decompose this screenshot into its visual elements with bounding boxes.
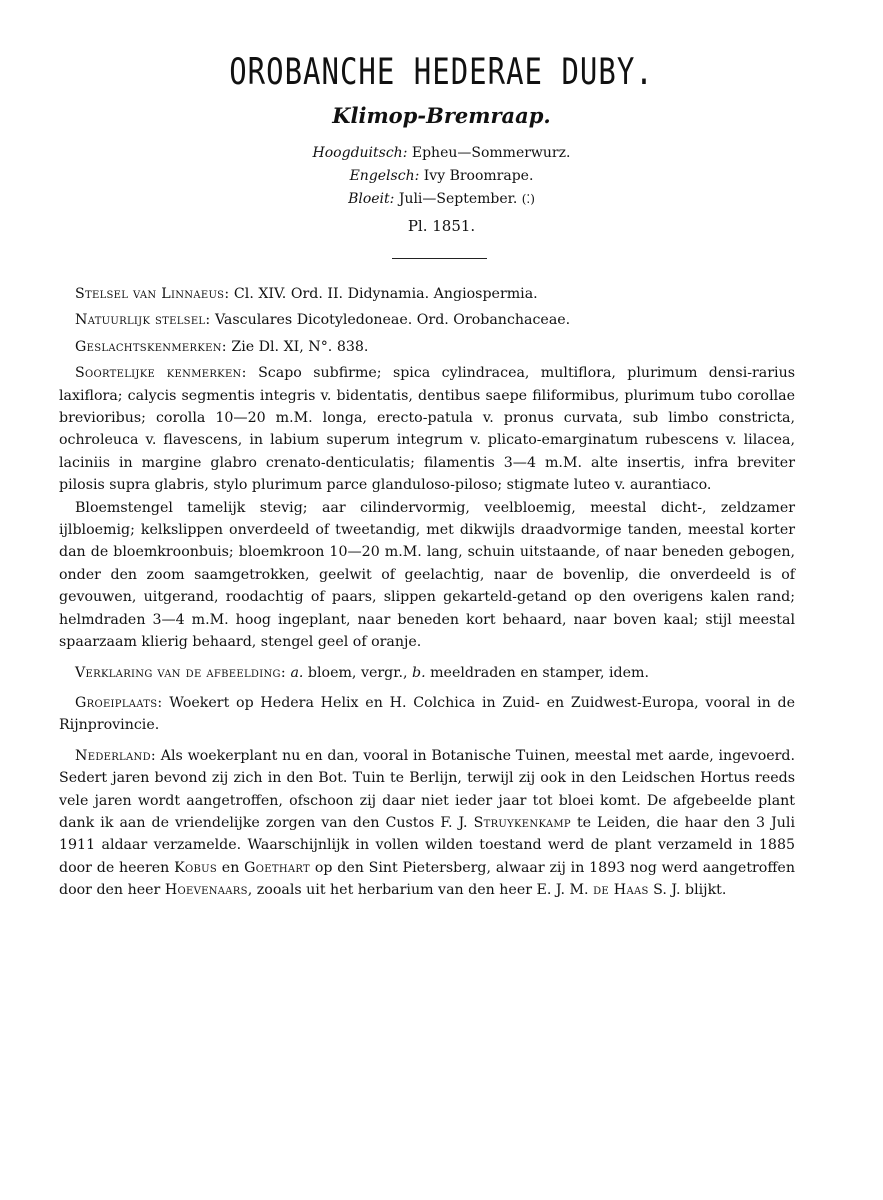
genus-label: Geslachtskenmerken: [75, 338, 227, 355]
person-struykenkamp: Struykenkamp [473, 814, 571, 831]
name-english-value: Ivy Broomrape. [423, 168, 534, 184]
species-characters [59, 362, 795, 496]
name-english-label: Engelsch: [349, 168, 420, 184]
vernacular-names [0, 142, 883, 211]
habitat-text: Woekert op Hedera Helix en H. Colchica in Zuid- en Zuidwest-Europa, vooral in de Rijnprovincie. [59, 694, 795, 734]
natural-label: Natuurlijk stelsel: [75, 312, 211, 329]
perennial-symbol-icon: (⁚) [521, 192, 535, 206]
figure-b-letter: b. [411, 664, 426, 681]
name-german [0, 142, 883, 165]
bloom-period-value: Juli—September. [398, 191, 518, 207]
name-english [0, 165, 883, 188]
genus-text: Zie Dl. XI, N°. 838. [231, 338, 369, 355]
person-kobus: Kobus [174, 859, 217, 876]
bloom-period [0, 188, 883, 211]
netherlands-label: Nederland: [75, 747, 156, 764]
netherlands-text-4: op den Sint Pietersberg, alwaar zij in 1893 nog werd aangetroffen door den heer [59, 859, 795, 899]
dutch-description: Bloemstengel tamelijk stevig; aar cilindervormig, veelbloemig, meestal dicht-, zeldzamer ijlbloemig; kelkslippen onverdeeld of tweetandig, met dikwijls draadvormige tanden, meestal korter dan de bloemkroonbuis; bloemkroon 10—20 m.M. lang, schuin uitstaande, of naar beneden gebogen, onder den zoom saamgetrokken, geelwit of geelachtig, naar de bovenlip, die onverdeeld is of gevouwen, uitgerand, roodachtig of paars, slippen gekarteld-getand op den overigens kalen rand; helmdraden 3—4 m.M. hoog ingeplant, naar beneden kort behaard, naar boven kaal; stijl meestal spaarzaam klierig behaard, stengel geel of oranje. [59, 499, 795, 651]
netherlands-text-2: te Leiden, die haar den 3 Juli 1911 aldaar verzamelde. Waarschijnlijk in vollen wilden toestand werd de plant verzameld in 1885 door de heeren [59, 814, 795, 876]
species-label: Soortelijke kenmerken: [75, 365, 247, 382]
figure-a-letter: a. [290, 664, 304, 681]
species-text: Scapo subfirme; spica cylindracea, multiflora, plurimum densi-rarius laxiflora; calycis segmentis integris v. bidentatis, dentibus saepe filiformibus, plurimum tubo corollae brevioribus; corolla 10—20 m.M. longa, erecto-patula v. pronus curvata, sub limbo constricta, ochroleuca v. flavescens, in labium superum integrum v. plicato-emarginatum rubescens v. lilacea, laciniis in margine glabro crenato-denticulatis; filamentis 3—4 m.M. alte insertis, infra breviter pilosis supra glabris, stylo plurimum parce glanduloso-piloso; stigmate luteo v. aurantiaco. [59, 365, 796, 494]
netherlands-text-5: , zooals uit het herbarium van den heer E. J. M. [247, 882, 589, 899]
dutch-name: Klimop-Bremraap. [332, 103, 551, 128]
linnaeus-system [59, 283, 795, 305]
plate-number: Pl. 1851. [407, 217, 476, 235]
figure-label: Verklaring van de afbeelding: [75, 664, 286, 681]
figure-b-text: meeldraden en stamper, idem. [430, 664, 649, 681]
person-de-haas: de Haas [593, 882, 649, 899]
netherlands-text-3: en [221, 859, 240, 876]
linnaeus-label: Stelsel van Linnaeus: [75, 286, 230, 302]
divider [392, 258, 487, 259]
name-german-label: Hoogduitsch: [312, 145, 408, 161]
person-hoevenaars: Hoevenaars [164, 882, 248, 899]
netherlands [59, 745, 795, 902]
bloom-period-label: Bloeit: [348, 191, 395, 207]
page-title: OROBANCHE HEDERAE DUBY. [229, 50, 654, 93]
netherlands-text-1: Als woekerplant nu en dan, vooral in Botanische Tuinen, meestal met aarde, ingevoerd. Sedert jaren bevond zij zich in den Bot. Tuin te Berlijn, terwijl zij ook in den Leidschen Hortus reeds vele jaren wordt aangetroffen, ofschoon zij daar niet ieder jaar tot bloei komt. De afgebeelde plant dank ik aan de vriendelijke zorgen van den Custos F. J. [59, 747, 796, 831]
description-body [59, 283, 795, 910]
figure-a-text: bloem, vergr., [307, 664, 408, 681]
natural-text: Vasculares Dicotyledoneae. Ord. Orobanchaceae. [214, 312, 571, 329]
netherlands-text-6: S. J. blijkt. [653, 882, 727, 899]
figure-explanation [59, 662, 795, 684]
name-german-value: Epheu—Sommerwurz. [411, 145, 571, 161]
habitat-label: Groeiplaats: [75, 694, 163, 711]
genus-characters [59, 336, 795, 358]
linnaeus-text: Cl. XIV. Ord. II. Didynamia. Angiospermia. [233, 286, 538, 302]
person-goethart: Goethart [244, 859, 311, 876]
natural-system [59, 309, 795, 331]
habitat [59, 692, 795, 737]
